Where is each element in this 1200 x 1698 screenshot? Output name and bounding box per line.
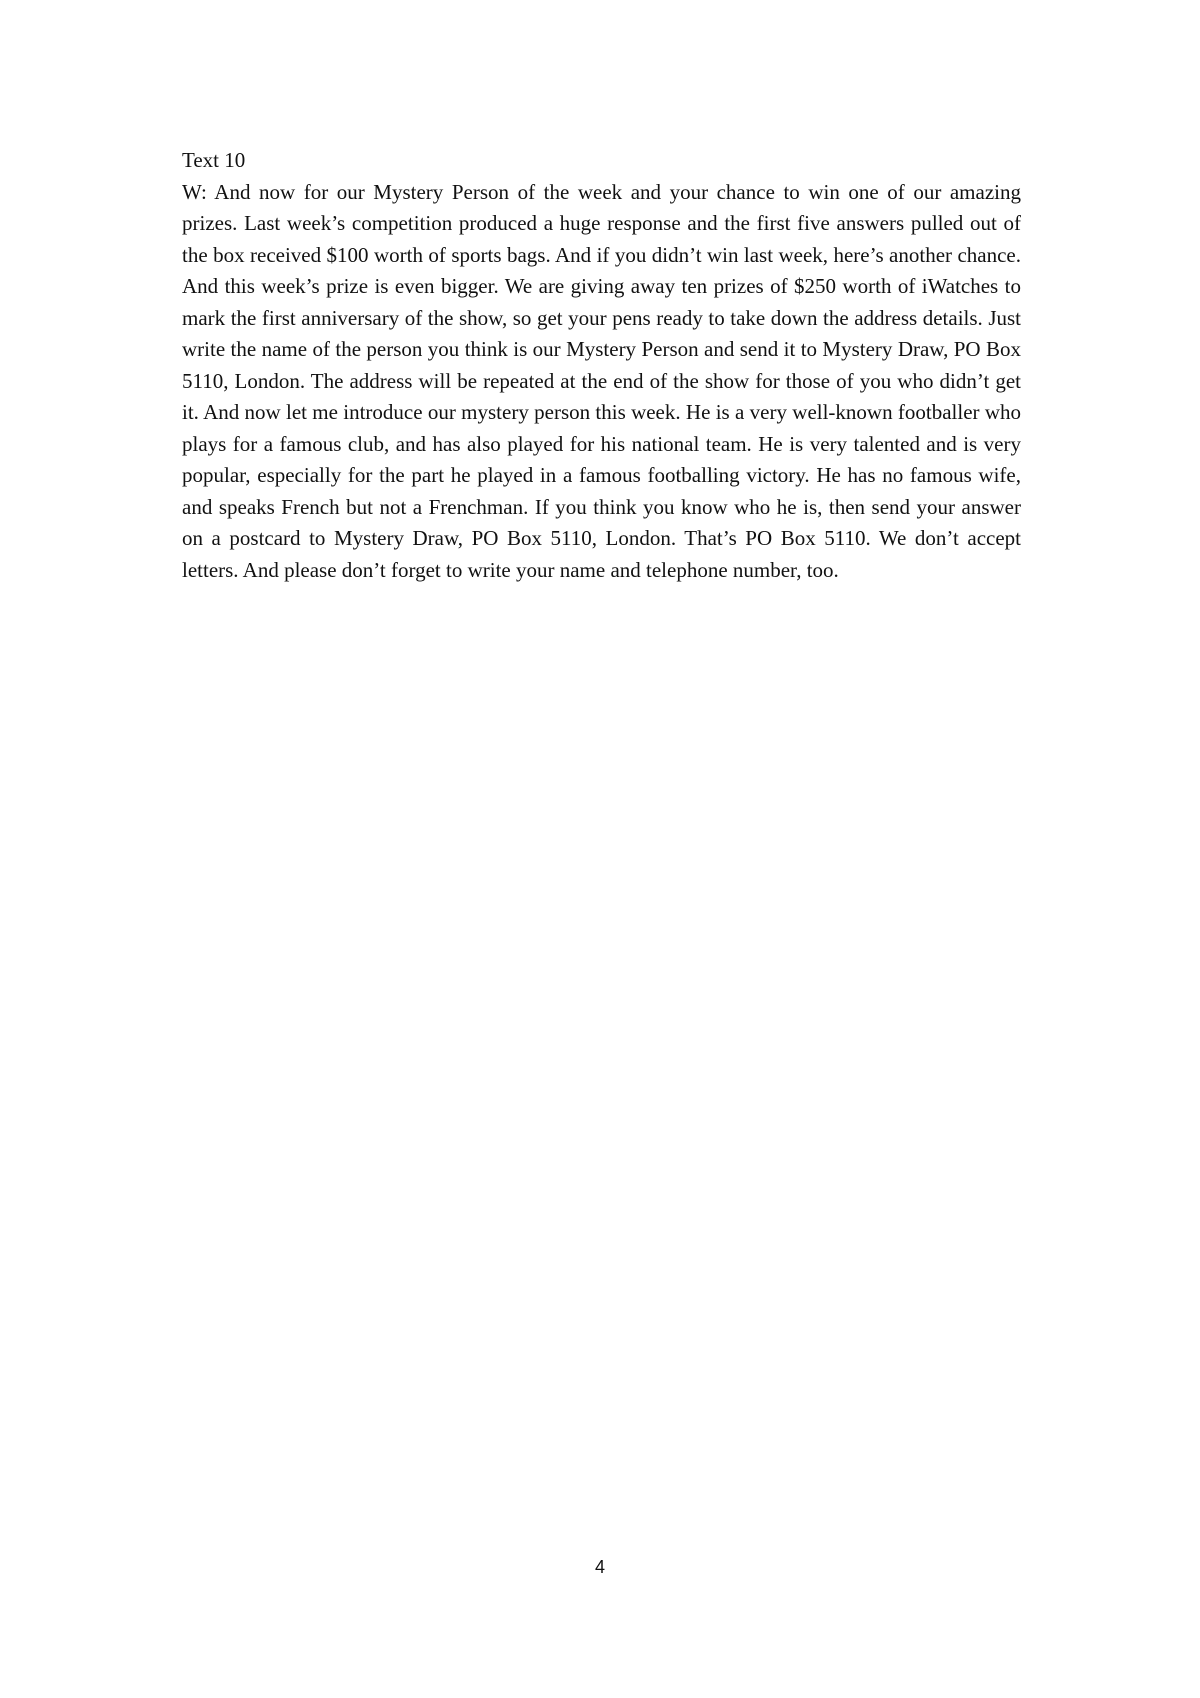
transcript-paragraph: W: And now for our Mystery Person of the week and your chance to win one of our amazing prizes. Last week’s competition produced a huge response and the first five answers pulled out of the box received $100 worth of sports bags. And if you didn’t win last week, here’s another chance. And this week’s prize is even bigger. We are giving away ten prizes of $250 worth of iWatches to mark the first anniversary of the show, so get your pens ready to take down the address details. Just write the name of the person you think is our Mystery Person and send it to Mystery Draw, PO Box 5110, London. The address will be repeated at the end of the show for those of you who didn’t get it. And now let me introduce our mystery person this week. He is a very well-known footballer who plays for a famous club, and has also played for his national team. He is very talented and is very popular, especially for the part he played in a famous footballing victory. He has no famous wife, and speaks French but not a Frenchman. If you think you know who he is, then send your answer on a postcard to Mystery Draw, PO Box 5110, London. That’s PO Box 5110. We don’t accept letters. And please don’t forget to write your name and telephone number, too. [182,179,1021,582]
section-title: Text 10 [182,148,246,172]
page-content [182,145,1021,586]
page-number: 4 [594,1557,605,1577]
